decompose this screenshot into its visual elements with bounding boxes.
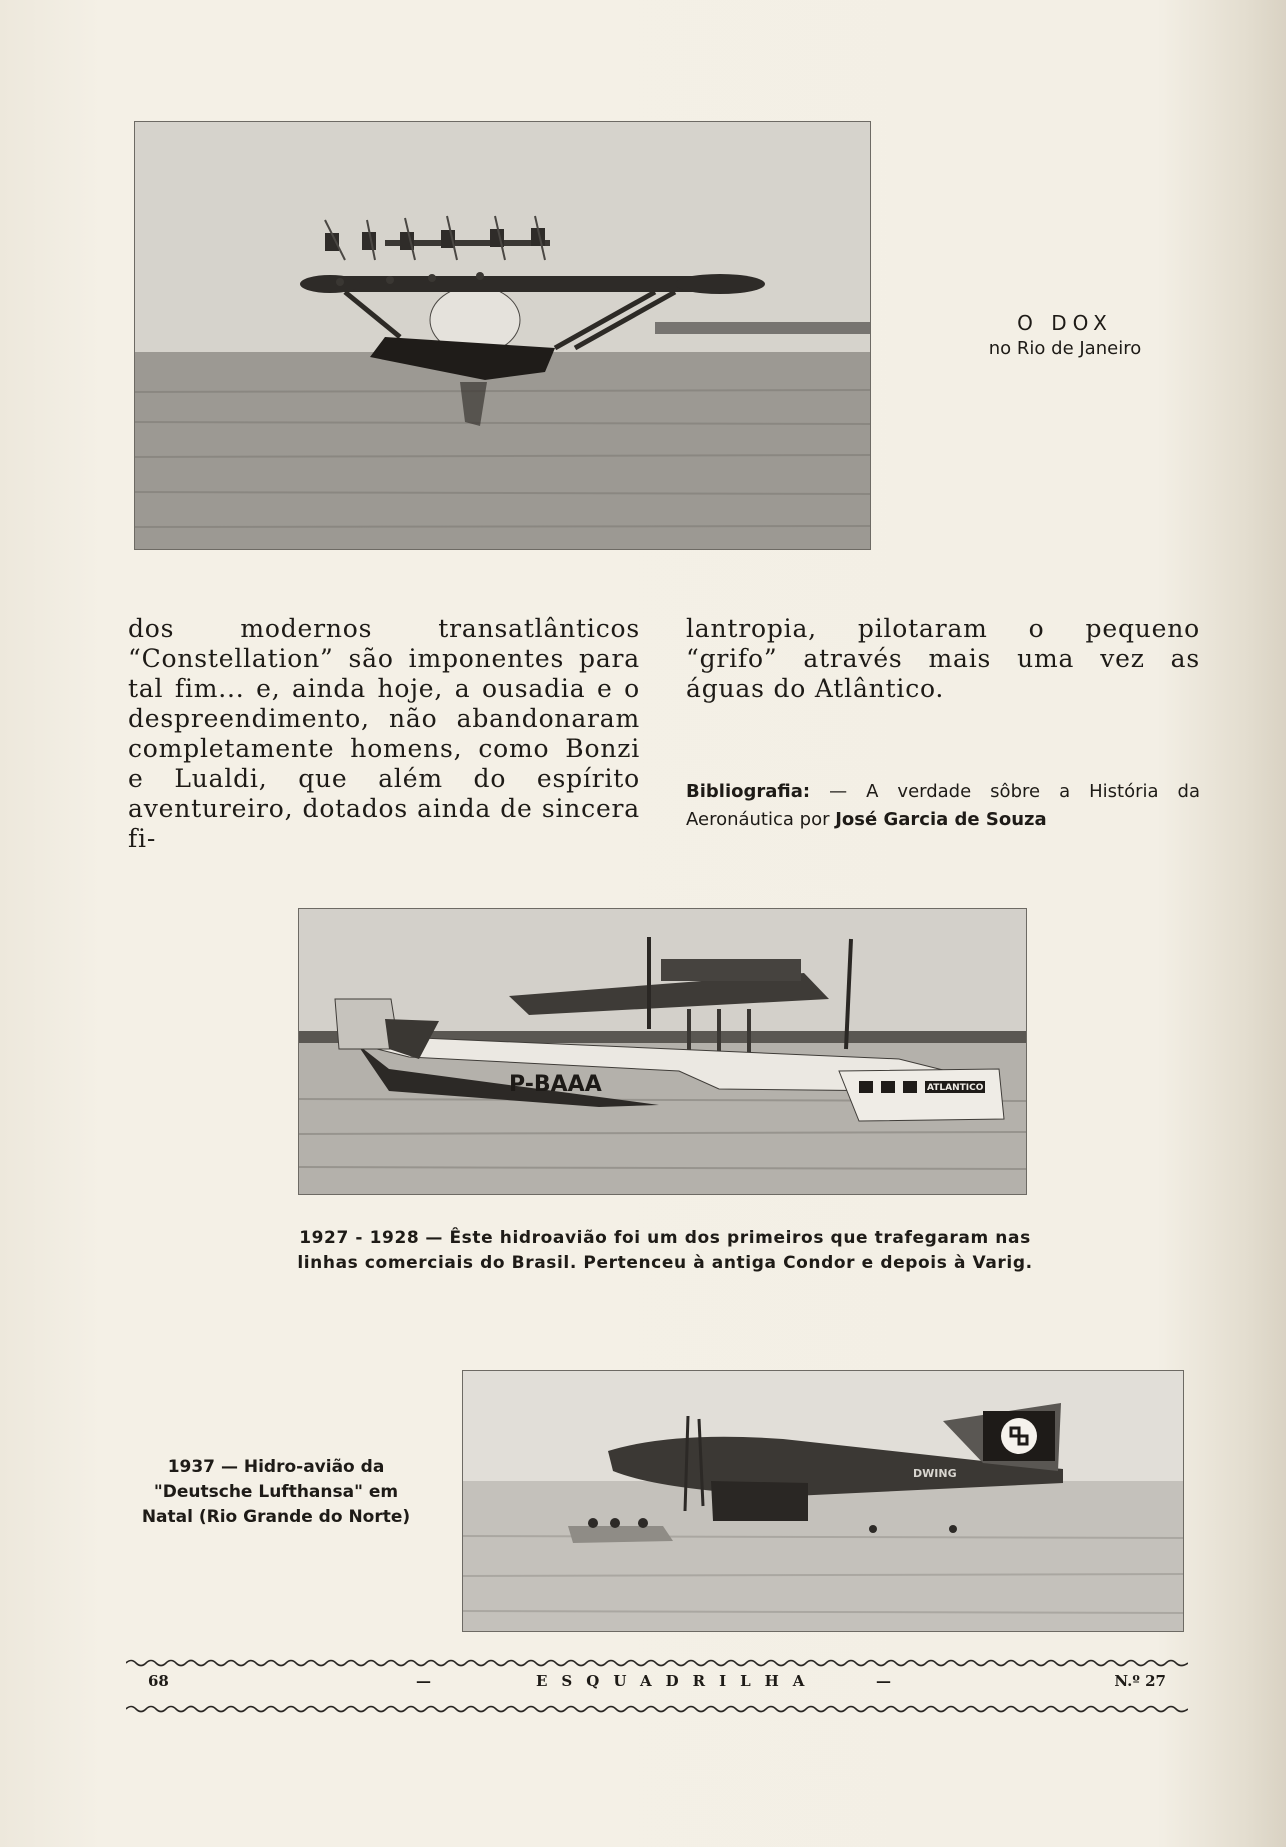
- issue-number: N.º 27: [1114, 1672, 1166, 1690]
- lufthansa-caption-text: — Hidro-avião da "Deutsche Lufthansa" em Natal (Rio Grande do Norte): [141, 1457, 411, 1527]
- footer-rule-bottom: [126, 1704, 1188, 1714]
- dox-caption: [940, 310, 1190, 362]
- page-number: 68: [148, 1672, 169, 1690]
- dox-illustration: [135, 122, 870, 549]
- lufthansa-photo: [462, 1370, 1184, 1632]
- bibliography-label: Bibliografia:: [686, 781, 811, 802]
- lufthansa-caption: [140, 1455, 412, 1530]
- bibliography-text: — A verdade sôbre a História da Aeronáutica por: [686, 781, 1200, 830]
- lufthansa-illustration: [463, 1371, 1183, 1631]
- body-column-left: dos modernos transatlânticos “Constellation” são imponentes para tal fim... e, ainda hoje, a ousadia e o despreendimento, não abandonaram completamente homens, como Bonzi e Lualdi, que além do espírito aventureiro, dotados ainda de sincera fi-: [128, 614, 640, 853]
- dox-caption-title: O DOX: [1017, 311, 1113, 335]
- atlantico-illustration: [299, 909, 1026, 1194]
- atlantico-photo: [298, 908, 1027, 1195]
- hull-lettering: ATLANTICO: [927, 1083, 984, 1093]
- atlantico-caption-text: — Êste hidroavião foi um dos primeiros que trafegaram nas linhas comerciais do Brasil. Pertenceu à antiga Condor e depois à Varig.: [297, 1228, 1033, 1273]
- dox-photo: [134, 121, 871, 550]
- bibliography-author: José Garcia de Souza: [835, 809, 1047, 830]
- fuselage-lettering: DWING: [913, 1467, 957, 1480]
- body-column-right: lantropia, pilotaram o pequeno “grifo” através mais uma vez as águas do Atlântico.: [686, 614, 1200, 703]
- atlantico-caption: [280, 1226, 1050, 1276]
- lufthansa-caption-year: 1937: [167, 1457, 216, 1477]
- atlantico-caption-year: 1927 - 1928: [299, 1228, 420, 1248]
- page-footer: [126, 1672, 1188, 1702]
- registration-mark: P-BAAA: [509, 1072, 602, 1097]
- dox-caption-sub: no Rio de Janeiro: [988, 338, 1142, 359]
- bibliography: [686, 778, 1200, 834]
- magazine-name: ESQUADRILHA: [536, 1672, 819, 1690]
- footer-dash-right: —: [876, 1672, 891, 1690]
- footer-dash-left: —: [416, 1672, 431, 1690]
- footer-rule-top: [126, 1658, 1188, 1668]
